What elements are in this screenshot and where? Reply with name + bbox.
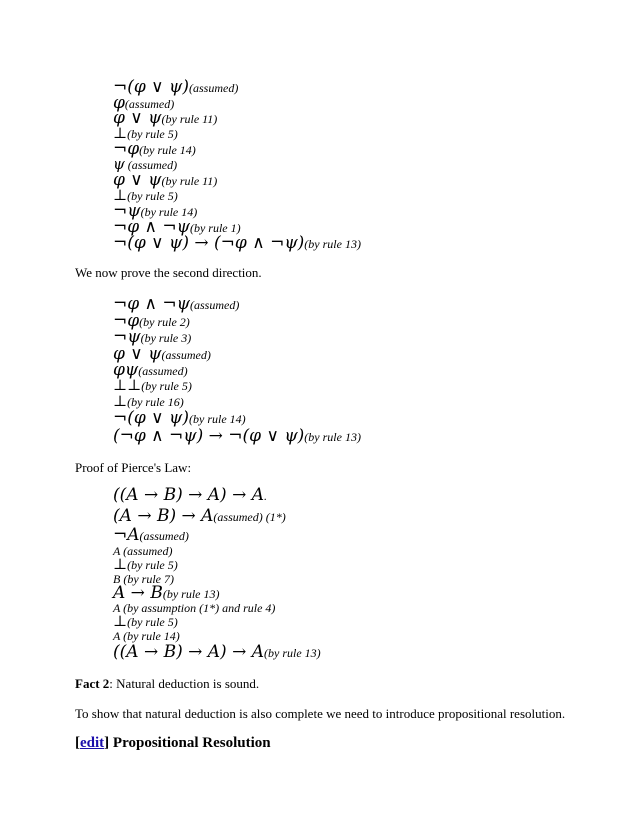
formula: ⊥ xyxy=(113,392,128,410)
formula: ⊥ xyxy=(113,124,128,142)
justification-note: (assumed) xyxy=(124,158,178,172)
formula: (¬φ ∧ ¬ψ) → ¬(φ ∨ ψ) xyxy=(113,426,305,446)
justification-note: (by rule 13) xyxy=(304,237,361,251)
proof-line xyxy=(113,172,217,189)
justification-note: (by rule 2) xyxy=(139,315,190,329)
edit-link[interactable]: edit xyxy=(80,735,105,751)
fact-label: Fact 2 xyxy=(75,676,110,691)
justification-note: A (by rule 14) xyxy=(113,629,180,643)
justification-note: (by rule 13) xyxy=(264,646,321,660)
justification-note: (by rule 5) xyxy=(141,379,192,393)
justification-note: (by rule 13) xyxy=(162,587,220,601)
paragraph-second-direction: We now prove the second direction. xyxy=(75,265,262,280)
justification-note: (by rule 14) xyxy=(189,412,246,426)
justification-note: (assumed) xyxy=(189,298,240,312)
formula: φ xyxy=(113,93,125,113)
bracket-open: [ xyxy=(75,735,80,751)
justification-note: (by rule 14) xyxy=(140,205,198,219)
paragraph-completeness: To show that natural deduction is also complete we need to introduce propositional resolution. xyxy=(75,706,566,721)
justification-note: (assumed) xyxy=(139,529,189,543)
formula: ¬ψ xyxy=(113,201,141,221)
bracket-close: ] xyxy=(104,735,110,751)
formula: φ ∨ ψ xyxy=(113,108,162,128)
justification-note: (by rule 5) xyxy=(127,189,178,203)
formula: ¬φ xyxy=(113,311,140,331)
justification-note: (by rule 5) xyxy=(127,558,178,572)
justification-note: (assumed) xyxy=(189,81,239,95)
proof-line xyxy=(113,644,321,661)
justification-note: A (by assumption (1*) and rule 4) xyxy=(113,601,276,615)
formula: ¬ψ xyxy=(113,327,141,347)
justification-note: (by rule 11) xyxy=(161,174,218,188)
justification-note: (by rule 13) xyxy=(304,430,361,444)
formula: ((A → B) → A) → A xyxy=(113,485,265,505)
justification-note: (assumed) (1*) xyxy=(213,510,286,524)
proof-line xyxy=(113,410,246,427)
formula: ((A → B) → A) → A xyxy=(113,642,265,662)
formula: ¬(φ ∨ ψ) xyxy=(113,408,189,428)
justification-note: (assumed) xyxy=(124,97,175,111)
formula: ⊥ xyxy=(113,612,128,630)
proof-line xyxy=(113,508,286,525)
justification-note: B (by rule 7) xyxy=(113,572,174,586)
proof-line xyxy=(113,235,361,252)
justification-note: (by rule 3) xyxy=(140,331,192,345)
formula: ψ xyxy=(113,155,125,173)
fact-statement xyxy=(75,677,259,690)
section-heading xyxy=(75,736,271,751)
paragraph-pierce-law: Proof of Pierce's Law: xyxy=(75,460,192,475)
proof-line xyxy=(113,487,267,504)
formula: ¬(φ ∨ ψ) xyxy=(113,77,189,97)
formula: A → B xyxy=(113,583,163,603)
justification-note: . xyxy=(264,489,268,503)
formula: ¬φ ∧ ¬ψ xyxy=(113,217,190,237)
justification-note: (by rule 11) xyxy=(161,112,218,126)
formula: ¬(φ ∨ ψ) → (¬φ ∧ ¬ψ) xyxy=(113,233,305,253)
justification-note: (assumed) xyxy=(138,364,188,378)
justification-note: (by rule 1) xyxy=(189,221,241,235)
formula: φ ∨ ψ xyxy=(113,170,162,190)
formula: ¬φ xyxy=(113,139,140,159)
formula: φψ xyxy=(113,360,139,380)
formula: ⊥ xyxy=(113,186,128,204)
proof-line xyxy=(113,110,217,127)
formula: ⊥⊥ xyxy=(113,376,142,394)
proof-line xyxy=(113,141,196,158)
fact-text: : Natural deduction is sound. xyxy=(109,676,260,691)
justification-note: A (assumed) xyxy=(113,544,173,558)
justification-note: (by rule 14) xyxy=(139,143,196,157)
justification-note: (assumed) xyxy=(161,348,211,362)
formula: ⊥ xyxy=(113,555,128,573)
justification-note: (by rule 16) xyxy=(127,395,184,409)
formula: φ ∨ ψ xyxy=(113,344,162,364)
justification-note: (by rule 5) xyxy=(127,615,178,629)
formula: (A → B) → A xyxy=(113,506,214,526)
formula: ¬φ ∧ ¬ψ xyxy=(113,294,190,314)
proof-line xyxy=(113,428,361,445)
formula: ¬A xyxy=(113,525,140,545)
section-title: Propositional Resolution xyxy=(109,735,271,751)
proof-line xyxy=(113,79,238,96)
proof-line xyxy=(113,527,189,544)
justification-note: (by rule 5) xyxy=(127,127,178,141)
